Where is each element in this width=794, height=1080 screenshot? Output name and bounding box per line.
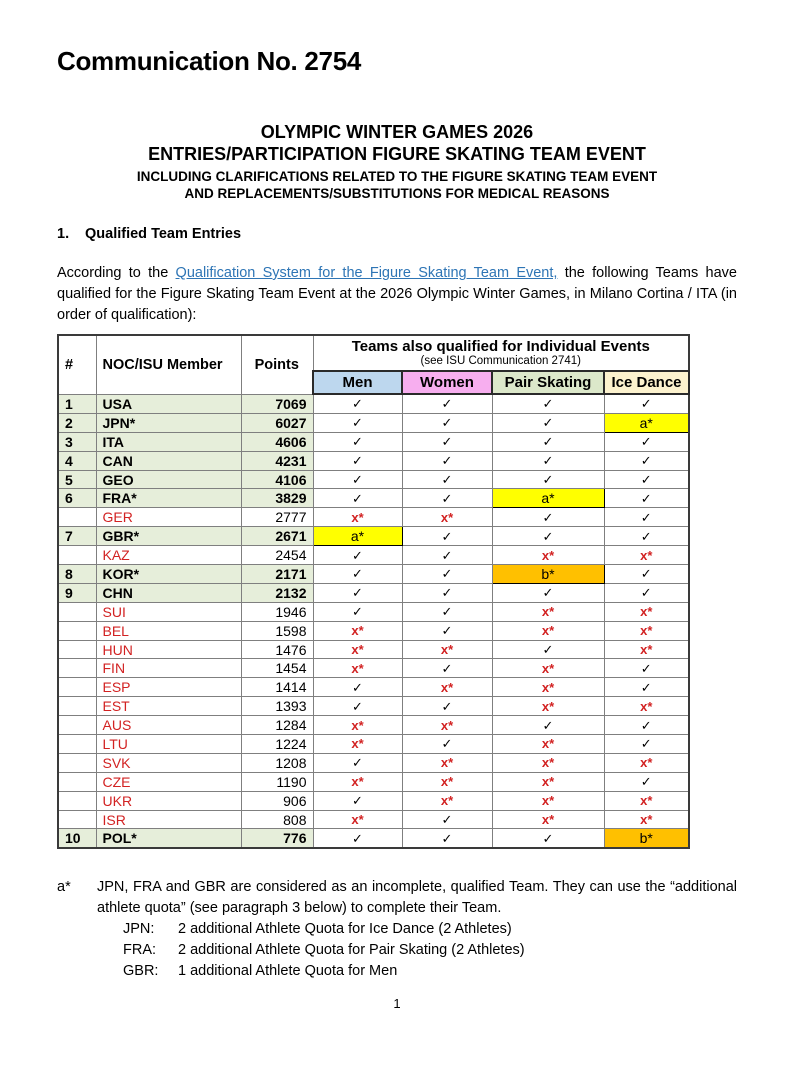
cell-event-x-red: x*	[492, 697, 604, 716]
cell-event-x-red: x*	[313, 621, 402, 640]
cell-event-a-yellow: a*	[492, 489, 604, 508]
cell-noc: ESP	[96, 678, 241, 697]
cell-points: 776	[241, 829, 313, 848]
cell-event-check: ✓	[604, 735, 689, 754]
cell-event-x-red: x*	[604, 621, 689, 640]
cell-event-check: ✓	[402, 659, 492, 678]
cell-event-x-red: x*	[492, 659, 604, 678]
cell-event-x-red: x*	[492, 772, 604, 791]
footnote-item-fra	[123, 940, 737, 961]
cell-noc: FIN	[96, 659, 241, 678]
cell-event-x-red: x*	[492, 621, 604, 640]
footnote-item-label: GBR:	[123, 963, 159, 980]
footnote-item-label: JPN:	[123, 921, 155, 938]
cell-event-b-orange: b*	[492, 565, 604, 584]
cell-event-check: ✓	[313, 413, 402, 432]
cell-event-check: ✓	[604, 394, 689, 413]
cell-event-check: ✓	[402, 470, 492, 489]
cell-event-check: ✓	[604, 659, 689, 678]
cell-points: 7069	[241, 394, 313, 413]
table-row	[58, 753, 689, 772]
cell-event-check: ✓	[492, 583, 604, 602]
cell-noc: USA	[96, 394, 241, 413]
table-row	[58, 565, 689, 584]
cell-event-check: ✓	[402, 451, 492, 470]
cell-event-check: ✓	[313, 394, 402, 413]
cell-points: 6027	[241, 413, 313, 432]
table-row	[58, 640, 689, 659]
table-row	[58, 678, 689, 697]
cell-points: 808	[241, 810, 313, 829]
table-row	[58, 470, 689, 489]
cell-rank	[58, 735, 96, 754]
team-table-body	[58, 394, 689, 848]
cell-event-check: ✓	[604, 716, 689, 735]
cell-event-check: ✓	[604, 489, 689, 508]
cell-event-x-red: x*	[402, 678, 492, 697]
cell-rank: 9	[58, 583, 96, 602]
cell-rank	[58, 753, 96, 772]
cell-event-check: ✓	[313, 753, 402, 772]
cell-rank: 3	[58, 432, 96, 451]
cell-points: 1414	[241, 678, 313, 697]
cell-event-x-red: x*	[492, 810, 604, 829]
table-row	[58, 394, 689, 413]
cell-rank: 8	[58, 565, 96, 584]
cell-event-check: ✓	[313, 678, 402, 697]
footnote-item-gbr	[123, 961, 737, 982]
cell-event-check: ✓	[604, 508, 689, 527]
column-header-rank: #	[58, 335, 96, 394]
section-title-text: Qualified Team Entries	[85, 226, 242, 242]
table-row	[58, 432, 689, 451]
cell-event-x-red: x*	[492, 753, 604, 772]
cell-event-x-red: x*	[313, 716, 402, 735]
footnote-item-text: 2 additional Athlete Quota for Ice Dance (2 Athletes)	[178, 921, 512, 938]
table-row	[58, 735, 689, 754]
cell-event-x-red: x*	[492, 735, 604, 754]
cell-noc: KAZ	[96, 546, 241, 565]
cell-event-check: ✓	[492, 527, 604, 546]
table-row	[58, 697, 689, 716]
cell-rank	[58, 678, 96, 697]
paragraph-text-after-link: the following Teams have qualified for the Figure Skating Team Event at the 2026 Olympic Winter Games, in Milano Cortina / ITA (in order of qualification):	[57, 265, 737, 323]
cell-noc: POL*	[96, 829, 241, 848]
cell-event-check: ✓	[604, 772, 689, 791]
cell-points: 1224	[241, 735, 313, 754]
cell-event-x-red: x*	[313, 659, 402, 678]
cell-event-check: ✓	[313, 470, 402, 489]
footnote-text: JPN, FRA and GBR are considered as an incomplete, qualified Team. They can use the “additional athlete quota” (see paragraph 3 below) to complete their Team.	[97, 879, 737, 917]
cell-points: 1190	[241, 772, 313, 791]
cell-rank	[58, 659, 96, 678]
cell-noc: EST	[96, 697, 241, 716]
footnote-item-text: 2 additional Athlete Quota for Pair Skating (2 Athletes)	[178, 942, 525, 959]
table-row	[58, 791, 689, 810]
cell-event-b-orange: b*	[604, 829, 689, 848]
cell-points: 1598	[241, 621, 313, 640]
table-row	[58, 508, 689, 527]
cell-event-check: ✓	[402, 546, 492, 565]
cell-event-check: ✓	[402, 621, 492, 640]
cell-event-check: ✓	[492, 829, 604, 848]
cell-event-x-red: x*	[492, 602, 604, 621]
cell-event-x-red: x*	[604, 640, 689, 659]
cell-event-x-red: x*	[492, 546, 604, 565]
cell-rank: 7	[58, 527, 96, 546]
table-row	[58, 527, 689, 546]
cell-event-check: ✓	[604, 470, 689, 489]
cell-event-check: ✓	[402, 829, 492, 848]
cell-event-x-red: x*	[402, 508, 492, 527]
cell-event-check: ✓	[492, 508, 604, 527]
cell-rank	[58, 546, 96, 565]
column-header-ice-dance: Ice Dance	[604, 371, 689, 394]
table-row	[58, 716, 689, 735]
cell-event-check: ✓	[604, 451, 689, 470]
cell-event-x-red: x*	[313, 508, 402, 527]
column-header-men: Men	[313, 371, 402, 394]
table-row	[58, 602, 689, 621]
footnote-marker: a*	[57, 879, 71, 896]
cell-noc: BEL	[96, 621, 241, 640]
cell-noc: GEO	[96, 470, 241, 489]
cell-event-x-red: x*	[604, 753, 689, 772]
subheading-clarifications: INCLUDING CLARIFICATIONS RELATED TO THE FIGURE SKATING TEAM EVENT	[136, 169, 658, 184]
cell-points: 3829	[241, 489, 313, 508]
cell-noc: GBR*	[96, 527, 241, 546]
cell-event-check: ✓	[604, 583, 689, 602]
cell-points: 1476	[241, 640, 313, 659]
intro-paragraph	[57, 263, 737, 326]
table-row	[58, 772, 689, 791]
footnote-item-text: 1 additional Athlete Quota for Men	[178, 963, 398, 980]
cell-event-x-red: x*	[402, 640, 492, 659]
cell-event-check: ✓	[604, 432, 689, 451]
table-row	[58, 451, 689, 470]
section-number: 1.	[57, 226, 70, 242]
cell-points: 2454	[241, 546, 313, 565]
cell-event-x-red: x*	[402, 753, 492, 772]
cell-rank	[58, 602, 96, 621]
cell-event-x-red: x*	[604, 791, 689, 810]
cell-event-check: ✓	[313, 546, 402, 565]
cell-event-check: ✓	[313, 791, 402, 810]
cell-event-check: ✓	[313, 697, 402, 716]
cell-event-check: ✓	[402, 810, 492, 829]
subheading-replacements: AND REPLACEMENTS/SUBSTITUTIONS FOR MEDICAL REASONS	[184, 186, 610, 201]
cell-rank	[58, 810, 96, 829]
table-row	[58, 546, 689, 565]
page-title: Communication No. 2754	[57, 46, 362, 76]
cell-event-x-red: x*	[313, 772, 402, 791]
table-row	[58, 810, 689, 829]
group-header-title: Teams also qualified for Individual Events	[351, 338, 650, 355]
cell-points: 2777	[241, 508, 313, 527]
cell-event-x-red: x*	[402, 791, 492, 810]
cell-noc: SUI	[96, 602, 241, 621]
cell-rank	[58, 640, 96, 659]
cell-points: 4606	[241, 432, 313, 451]
cell-rank	[58, 508, 96, 527]
cell-event-x-red: x*	[492, 678, 604, 697]
cell-event-a-yellow: a*	[604, 413, 689, 432]
heading-entries: ENTRIES/PARTICIPATION FIGURE SKATING TEAM EVENT	[148, 144, 646, 164]
document-heading	[0, 121, 794, 202]
cell-noc: CZE	[96, 772, 241, 791]
cell-event-check: ✓	[604, 565, 689, 584]
cell-event-x-red: x*	[402, 772, 492, 791]
cell-event-x-red: x*	[604, 697, 689, 716]
cell-event-check: ✓	[492, 451, 604, 470]
cell-noc: CAN	[96, 451, 241, 470]
cell-event-check: ✓	[313, 489, 402, 508]
cell-event-check: ✓	[492, 432, 604, 451]
cell-event-check: ✓	[492, 413, 604, 432]
cell-event-check: ✓	[492, 470, 604, 489]
table-row	[58, 829, 689, 848]
footnote-item-label: FRA:	[123, 942, 157, 959]
cell-event-check: ✓	[313, 432, 402, 451]
cell-event-check: ✓	[402, 432, 492, 451]
cell-points: 2671	[241, 527, 313, 546]
cell-event-check: ✓	[402, 697, 492, 716]
cell-noc: CHN	[96, 583, 241, 602]
cell-event-check: ✓	[604, 678, 689, 697]
cell-event-check: ✓	[402, 602, 492, 621]
column-header-pair-skating: Pair Skating	[492, 371, 604, 394]
cell-points: 906	[241, 791, 313, 810]
cell-rank: 5	[58, 470, 96, 489]
cell-points: 1454	[241, 659, 313, 678]
cell-noc: HUN	[96, 640, 241, 659]
page-number: 1	[393, 996, 401, 1011]
table-row	[58, 413, 689, 432]
cell-event-x-red: x*	[313, 810, 402, 829]
column-header-points: Points	[241, 335, 313, 394]
cell-event-x-red: x*	[492, 791, 604, 810]
cell-event-check: ✓	[313, 602, 402, 621]
cell-event-check: ✓	[492, 640, 604, 659]
cell-points: 4231	[241, 451, 313, 470]
cell-points: 1284	[241, 716, 313, 735]
cell-noc: FRA*	[96, 489, 241, 508]
qualification-system-link[interactable]: Qualification System for the Figure Skating Team Event,	[175, 265, 558, 281]
cell-points: 4106	[241, 470, 313, 489]
cell-event-x-red: x*	[604, 546, 689, 565]
section-1-title	[57, 226, 794, 242]
cell-noc: LTU	[96, 735, 241, 754]
cell-rank: 6	[58, 489, 96, 508]
group-header-subtitle: (see ISU Communication 2741)	[420, 355, 581, 367]
cell-rank: 4	[58, 451, 96, 470]
cell-event-check: ✓	[313, 565, 402, 584]
cell-event-x-red: x*	[313, 640, 402, 659]
table-row	[58, 489, 689, 508]
cell-event-check: ✓	[313, 583, 402, 602]
cell-rank	[58, 716, 96, 735]
cell-rank	[58, 791, 96, 810]
cell-event-check: ✓	[604, 527, 689, 546]
cell-noc: UKR	[96, 791, 241, 810]
cell-event-check: ✓	[402, 527, 492, 546]
table-row	[58, 621, 689, 640]
cell-event-check: ✓	[402, 735, 492, 754]
cell-event-check: ✓	[402, 489, 492, 508]
cell-rank: 2	[58, 413, 96, 432]
cell-rank: 10	[58, 829, 96, 848]
cell-event-x-red: x*	[604, 602, 689, 621]
cell-event-check: ✓	[492, 716, 604, 735]
cell-event-check: ✓	[402, 394, 492, 413]
cell-event-check: ✓	[313, 451, 402, 470]
cell-points: 1393	[241, 697, 313, 716]
cell-event-check: ✓	[402, 413, 492, 432]
cell-noc: ITA	[96, 432, 241, 451]
heading-olympic-games: OLYMPIC WINTER GAMES 2026	[260, 122, 534, 142]
cell-event-check: ✓	[492, 394, 604, 413]
paragraph-text-before-link: According to the	[57, 265, 176, 281]
footnote-a	[57, 877, 737, 982]
cell-noc: KOR*	[96, 565, 241, 584]
cell-points: 1208	[241, 753, 313, 772]
column-header-member: NOC/ISU Member	[96, 335, 241, 394]
cell-event-check: ✓	[402, 583, 492, 602]
cell-rank	[58, 772, 96, 791]
cell-event-check: ✓	[402, 565, 492, 584]
cell-rank: 1	[58, 394, 96, 413]
footnote-item-jpn	[123, 919, 737, 940]
cell-event-a-yellow: a*	[313, 527, 402, 546]
cell-noc: GER	[96, 508, 241, 527]
cell-rank	[58, 697, 96, 716]
cell-event-check: ✓	[313, 829, 402, 848]
cell-noc: SVK	[96, 753, 241, 772]
cell-points: 2171	[241, 565, 313, 584]
table-row	[58, 583, 689, 602]
qualified-teams-table	[57, 334, 690, 849]
cell-points: 2132	[241, 583, 313, 602]
cell-noc: AUS	[96, 716, 241, 735]
cell-event-x-red: x*	[313, 735, 402, 754]
cell-noc: JPN*	[96, 413, 241, 432]
cell-event-x-red: x*	[604, 810, 689, 829]
cell-rank	[58, 621, 96, 640]
cell-noc: ISR	[96, 810, 241, 829]
cell-event-x-red: x*	[402, 716, 492, 735]
table-row	[58, 659, 689, 678]
column-header-women: Women	[402, 371, 492, 394]
cell-points: 1946	[241, 602, 313, 621]
column-header-individual-events	[313, 335, 689, 371]
